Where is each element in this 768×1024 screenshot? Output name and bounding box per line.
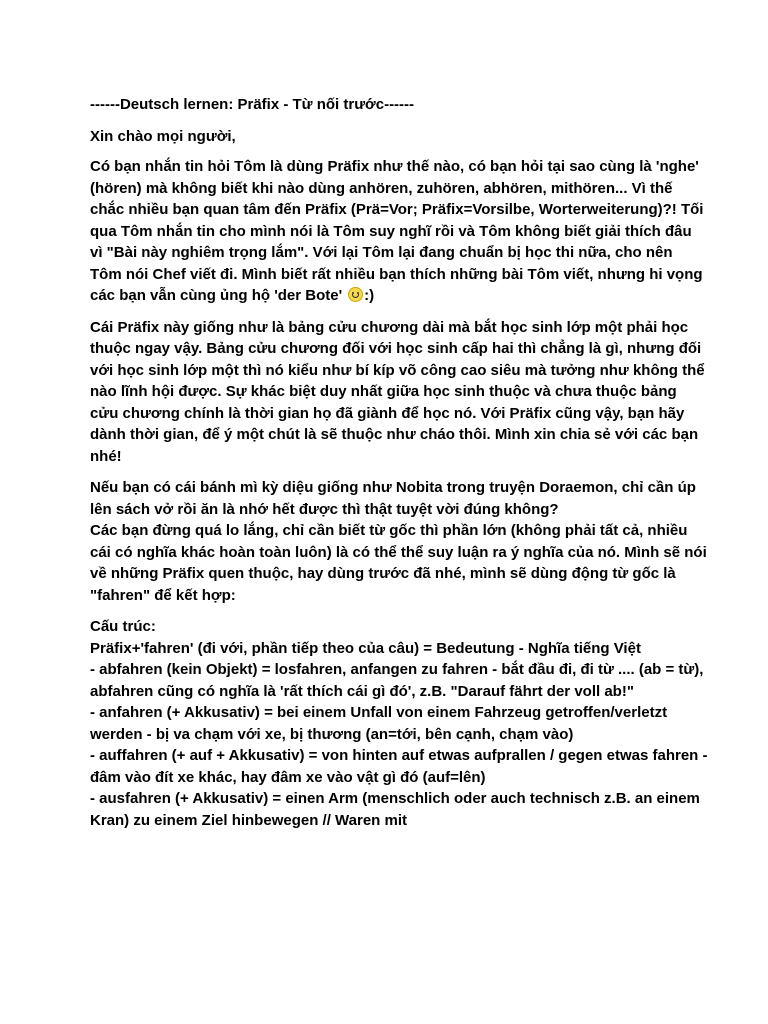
intro-paragraph — [90, 156, 708, 307]
structure-formula: Präfix+'fahren' (đi với, phần tiếp theo của câu) = Bedeutung - Nghĩa tiếng Việt — [90, 639, 641, 657]
structure-label: Cấu trúc: — [90, 618, 156, 635]
root-word-paragraph: Các bạn đừng quá lo lắng, chỉ cần biết từ gốc thì phần lớn (không phải tất cả, nhiều cái có nghĩa khác hoàn toàn luôn) là có thể thể suy luận ra ý nghĩa của nó. Mình sẽ nói về những Präfix quen thuộc, hay dùng trước đã nhé, mình sẽ dùng động từ gốc là "fahren" để kết hợp: — [90, 522, 707, 604]
entry-auffahren: - auffahren (+ auf + Akkusativ) = von hinten auf etwas aufprallen / gegen etwas fahren - đâm vào đít xe khác, hay đâm xe vào vật gì đó (auf=lên) — [90, 747, 708, 786]
intro-end-text: :) — [364, 287, 375, 304]
document-title: ------Deutsch lernen: Präfix - Từ nối trước------ — [90, 96, 415, 113]
greeting-line: Xin chào mọi người, — [90, 127, 236, 145]
intro-text: Có bạn nhắn tin hỏi Tôm là dùng Präfix như thế nào, có bạn hỏi tại sao cùng là 'nghe' (hören) mà không biết khi nào dùng anhören, zuhören, abhören, mithören... Vì thế chắc nhiều bạn quan tâm đến Präfix (Prä=Vor; Präfix=Vorsilbe, Worterweiterung)?! Tối qua Tôm nhắn tin cho mình nói là Tôm suy nghĩ rồi và Tôm không biết giải thích đâu vì "Bài này nghiêm trọng lắm". Với lại Tôm lại đang chuẩn bị học thi nữa, cho nên Tôm nói Chef viết đi. Mình biết rất nhiều bạn thích những bài Tôm viết, nhưng hi vọng các bạn vẫn cùng ủng hộ 'der Bote' — [90, 158, 704, 304]
multiplication-table-paragraph: Cái Präfix này giống như là bảng cửu chương dài mà bắt học sinh lớp một phải học thuộc ngay vậy. Bảng cửu chương đối với học sinh cấp hai thì chẳng là gì, nhưng đối với học sinh lớp một thì nó kiểu như bí kíp võ công cao siêu mà tưởng như không thể nào lĩnh hội được. Sự khác biệt duy nhất giữa học sinh thuộc và chưa thuộc bảng cửu chương chính là thời gian họ đã giành để học nó. Với Präfix cũng vậy, bạn hãy dành thời gian, để ý một chút là sẽ thuộc như cháo thôi. Mình xin chia sẻ với các bạn nhé! — [90, 318, 705, 465]
smiley-emoji-icon — [348, 287, 363, 302]
entry-abfahren: - abfahren (kein Objekt) = losfahren, anfangen zu fahren - bắt đầu đi, đi từ .... (ab = từ), abfahren cũng có nghĩa là 'rất thích cái gì đó', z.B. "Darauf fährt der voll ab!" — [90, 661, 704, 700]
entry-anfahren: - anfahren (+ Akkusativ) = bei einem Unfall von einem Fahrzeug getroffen/verletzt werden - bị va chạm với xe, bị thương (an=tới, bên cạnh, chạm vào) — [90, 704, 668, 743]
doraemon-paragraph: Nếu bạn có cái bánh mì kỳ diệu giống như Nobita trong truyện Doraemon, chỉ cần úp lên sách vở rồi ăn là nhớ hết được thì thật tuyệt vời đúng không? — [90, 479, 696, 518]
entry-ausfahren: - ausfahren (+ Akkusativ) = einen Arm (menschlich oder auch technisch z.B. an einem Kran) zu einem Ziel hinbewegen // Waren mit — [90, 790, 700, 829]
